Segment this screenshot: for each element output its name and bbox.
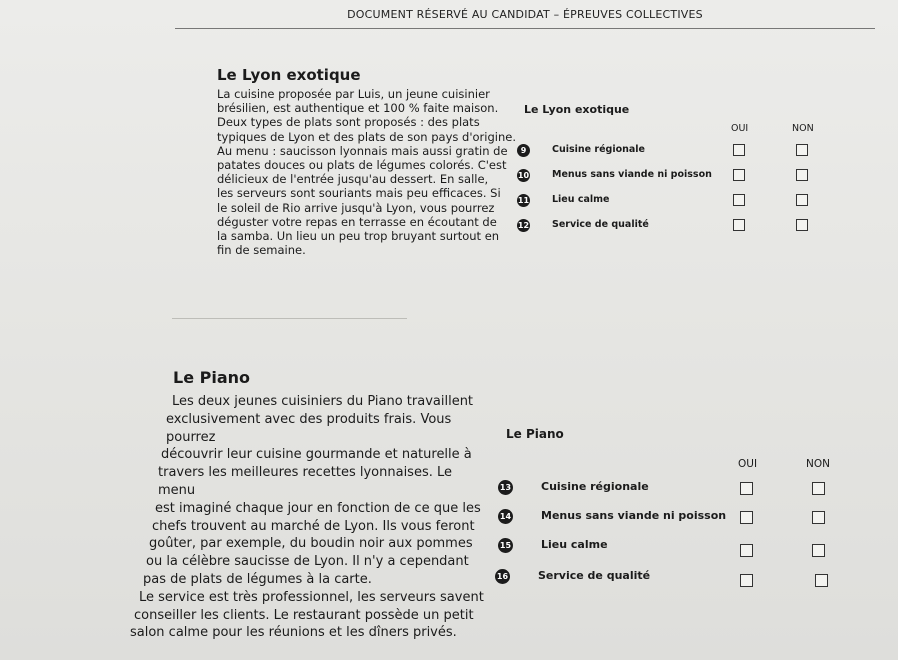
lyon-line: La cuisine proposée par Luis, un jeune cuisinier (217, 87, 490, 101)
question-number-badge: 14 (498, 509, 513, 524)
oui-checkbox[interactable] (733, 144, 745, 156)
oui-checkbox[interactable] (733, 219, 745, 231)
lyon-line: Au menu : saucisson lyonnais mais aussi gratin de (217, 143, 508, 158)
piano-line: travers les meilleures recettes lyonnaises. Le menu (158, 465, 452, 498)
question-number-badge: 10 (517, 171, 530, 180)
oui-checkbox[interactable] (733, 169, 745, 181)
piano-line: découvrir leur cuisine gourmande et naturelle à (161, 447, 472, 463)
piano-line: conseiller les clients. Le restaurant possède un petit (134, 607, 474, 623)
piano-line: pas de plats de légumes à la carte. (143, 571, 372, 587)
question-number-badge: 13 (498, 480, 513, 495)
question-label: Menus sans viande ni poisson (541, 509, 727, 522)
question-label: Menus sans viande ni poisson (552, 169, 712, 180)
lyon-line: typiques de Lyon et des plats de son pays d'origine. (217, 129, 516, 144)
question-label: Service de qualité (538, 569, 651, 582)
question-number-badge: 15 (498, 538, 513, 553)
non-checkbox[interactable] (812, 511, 825, 524)
lyon-line: le soleil de Rio arrive jusqu'à Lyon, vous pourrez (217, 200, 495, 215)
lyon-question-row (517, 218, 817, 238)
lyon-non-label: NON (792, 123, 814, 134)
non-checkbox[interactable] (812, 482, 825, 495)
question-number-badge: 9 (517, 144, 530, 157)
lyon-line: fin de semaine. (217, 243, 306, 258)
piano-title: Le Piano (173, 368, 251, 387)
non-checkbox[interactable] (796, 169, 808, 181)
non-checkbox[interactable] (796, 144, 808, 156)
lyon-line: délicieux de l'entrée jusqu'au dessert. En salle, (217, 172, 489, 187)
piano-question-row (495, 568, 835, 588)
non-checkbox[interactable] (796, 219, 808, 231)
piano-line: Les deux jeunes cuisiniers du Piano travaillent (172, 394, 474, 409)
piano-questionnaire-title: Le Piano (506, 427, 564, 441)
lyon-question-row (517, 193, 817, 213)
question-number-badge: 11 (517, 196, 530, 205)
oui-checkbox[interactable] (733, 194, 745, 206)
oui-checkbox[interactable] (740, 511, 753, 524)
lyon-question-row (517, 143, 817, 163)
lyon-line: brésilien, est authentique et 100 % faite maison. (217, 101, 499, 116)
piano-non-label: NON (806, 458, 830, 470)
lyon-text-block (217, 66, 517, 257)
lyon-line: patates douces ou plats de légumes colorés. C'est (217, 158, 507, 173)
non-checkbox[interactable] (812, 544, 825, 557)
oui-checkbox[interactable] (740, 482, 753, 495)
piano-line: exclusivement avec des produits frais. Vous pourrez (166, 411, 452, 445)
document-header: DOCUMENT RÉSERVÉ AU CANDIDAT – ÉPREUVES COLLECTIVES (175, 8, 875, 29)
question-label: Cuisine régionale (541, 480, 649, 493)
oui-checkbox[interactable] (740, 574, 753, 587)
piano-text-block (129, 368, 489, 642)
piano-line: goûter, par exemple, du boudin noir aux pommes (149, 536, 473, 552)
lyon-line: la samba. Un lieu un peu trop bruyant surtout en (217, 229, 500, 244)
piano-question-row (498, 537, 838, 557)
question-number-badge: 12 (517, 221, 530, 230)
lyon-title: Le Lyon exotique (217, 66, 361, 84)
piano-oui-label: OUI (738, 458, 758, 470)
lyon-paragraph (217, 87, 517, 257)
piano-question-row (498, 479, 838, 499)
piano-question-row (498, 508, 838, 528)
question-label: Lieu calme (552, 194, 610, 205)
piano-line: ou la célèbre saucisse de Lyon. Il n'y a cependant (146, 554, 469, 570)
lyon-questionnaire-title: Le Lyon exotique (524, 103, 630, 116)
piano-line: Le service est très professionnel, les serveurs savent (139, 589, 484, 605)
lyon-oui-label: OUI (731, 123, 749, 134)
question-number-badge: 16 (495, 569, 510, 584)
lyon-question-row (517, 168, 817, 188)
piano-paragraph (129, 393, 489, 642)
lyon-line: Deux types de plats sont proposés : des plats (217, 115, 480, 130)
section-divider (172, 318, 407, 319)
non-checkbox[interactable] (815, 574, 828, 587)
piano-line: salon calme pour les réunions et les dîners privés. (130, 625, 457, 641)
lyon-line: les serveurs sont souriants mais peu efficaces. Si (217, 186, 501, 201)
question-label: Service de qualité (552, 219, 649, 230)
piano-line: chefs trouvent au marché de Lyon. Ils vous feront (152, 518, 475, 534)
lyon-line: déguster votre repas en terrasse en écoutant de (217, 214, 497, 229)
question-label: Lieu calme (541, 538, 608, 551)
piano-line: est imaginé chaque jour en fonction de ce que les (155, 500, 481, 516)
oui-checkbox[interactable] (740, 544, 753, 557)
non-checkbox[interactable] (796, 194, 808, 206)
question-label: Cuisine régionale (552, 144, 646, 155)
